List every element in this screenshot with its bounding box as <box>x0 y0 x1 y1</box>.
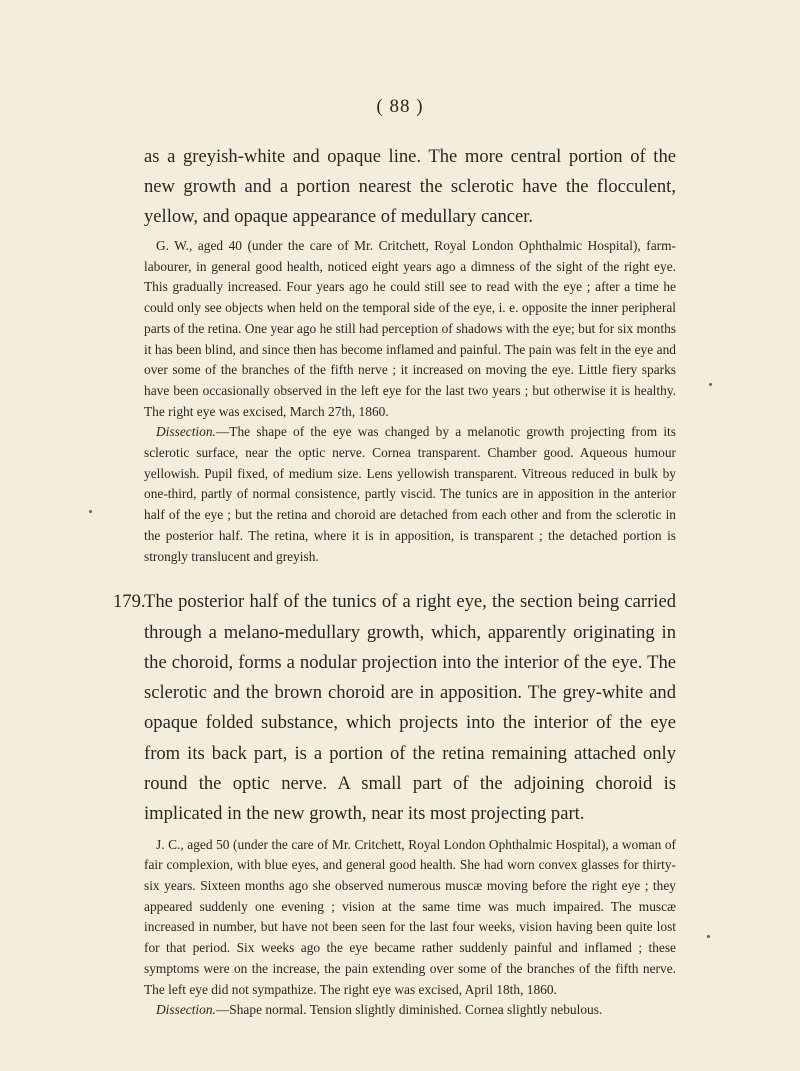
paper-speck <box>89 510 92 513</box>
paper-speck <box>709 383 712 386</box>
specimen-description <box>113 587 676 829</box>
page-content <box>113 142 676 1021</box>
case-history-paragraph: J. C., aged 50 (under the care of Mr. Critchett, Royal London Ophthalmic Hospital), a woman of fair complexion, with blue eyes, and general good health. She had worn convex glasses for thirty-six years. Sixteen months ago she observed numerous muscæ moving before the right eye ; they appeared suddenly one evening ; vision at the same time was much impaired. The muscæ increased in number, but have not been seen for the last four weeks, vision having been quite lost for that period. Six weeks ago the eye became rather suddenly painful and inflamed ; these symptoms were on the increase, the pain extending over some of the branches of the fifth nerve. The left eye did not sympathize. The right eye was excised, April 18th, 1860. <box>144 836 676 997</box>
dissection-label: Dissection. <box>156 424 216 440</box>
specimen-number: 179. <box>113 591 146 613</box>
dissection-text: —Shape normal. Tension slightly diminished. Cornea slightly nebulous. <box>215 1002 603 1018</box>
specimen-text: The posterior half of the tunics of a right eye, the section being carried through a melano-medullary growth, which, apparently originating in the choroid, forms a nodular projection into the interior of the eye. The sclerotic and the brown choroid are in apposition. The grey-white and opaque folded substance, which projects into the interior of the eye from its back part, is a portion of the retina remaining attached only round the optic nerve. A small part of the adjoining choroid is implicated in the new growth, near its most projecting part. <box>144 591 676 825</box>
dissection-paragraph <box>144 1000 676 1021</box>
dissection-text: —The shape of the eye was changed by a melanotic growth projecting from its sclerotic surface, near the optic nerve. Cornea transparent. Chamber good. Aqueous humour yellowish. Pupil fixed, of medium size. Lens yellowish transparent. Vitreous reduced in bulk by one-third, partly of normal consistence, partly viscid. The tunics are in apposition in the anterior half of the eye ; but the retina and choroid are detached from each other and from the sclerotic in the posterior half. The retina, where it is in apposition, is transparent ; the detached portion is strongly translucent and greyish. <box>144 424 676 564</box>
dissection-paragraph <box>144 422 676 567</box>
case-history-paragraph: G. W., aged 40 (under the care of Mr. Critchett, Royal London Ophthalmic Hospital), farm-labourer, in general good health, noticed eight years ago a dimness of the sight of the right eye. This gradually increased. Four years ago he could still see to read with the eye ; after a time he could only see objects when held on the temporal side of the eye, i. e. opposite the inner peripheral parts of the retina. One year ago he still had perception of shadows with the eye; but for six months it has been blind, and since then has become inflamed and painful. The pain was felt in the eye and over some of the branches of the fifth nerve ; it increased on moving the eye. Little fiery sparks have been occasionally observed in the left eye for the last two years ; but otherwise it is healthy. The right eye was excised, March 27th, 1860. <box>144 238 676 419</box>
page-number: ( 88 ) <box>376 96 424 117</box>
paper-speck <box>707 935 710 938</box>
continued-paragraph: as a greyish-white and opaque line. The more central portion of the new growth and a portion nearest the sclerotic have the flocculent, yellow, and opaque appearance of medullary cancer. <box>144 146 676 227</box>
dissection-label: Dissection. <box>156 1002 216 1018</box>
